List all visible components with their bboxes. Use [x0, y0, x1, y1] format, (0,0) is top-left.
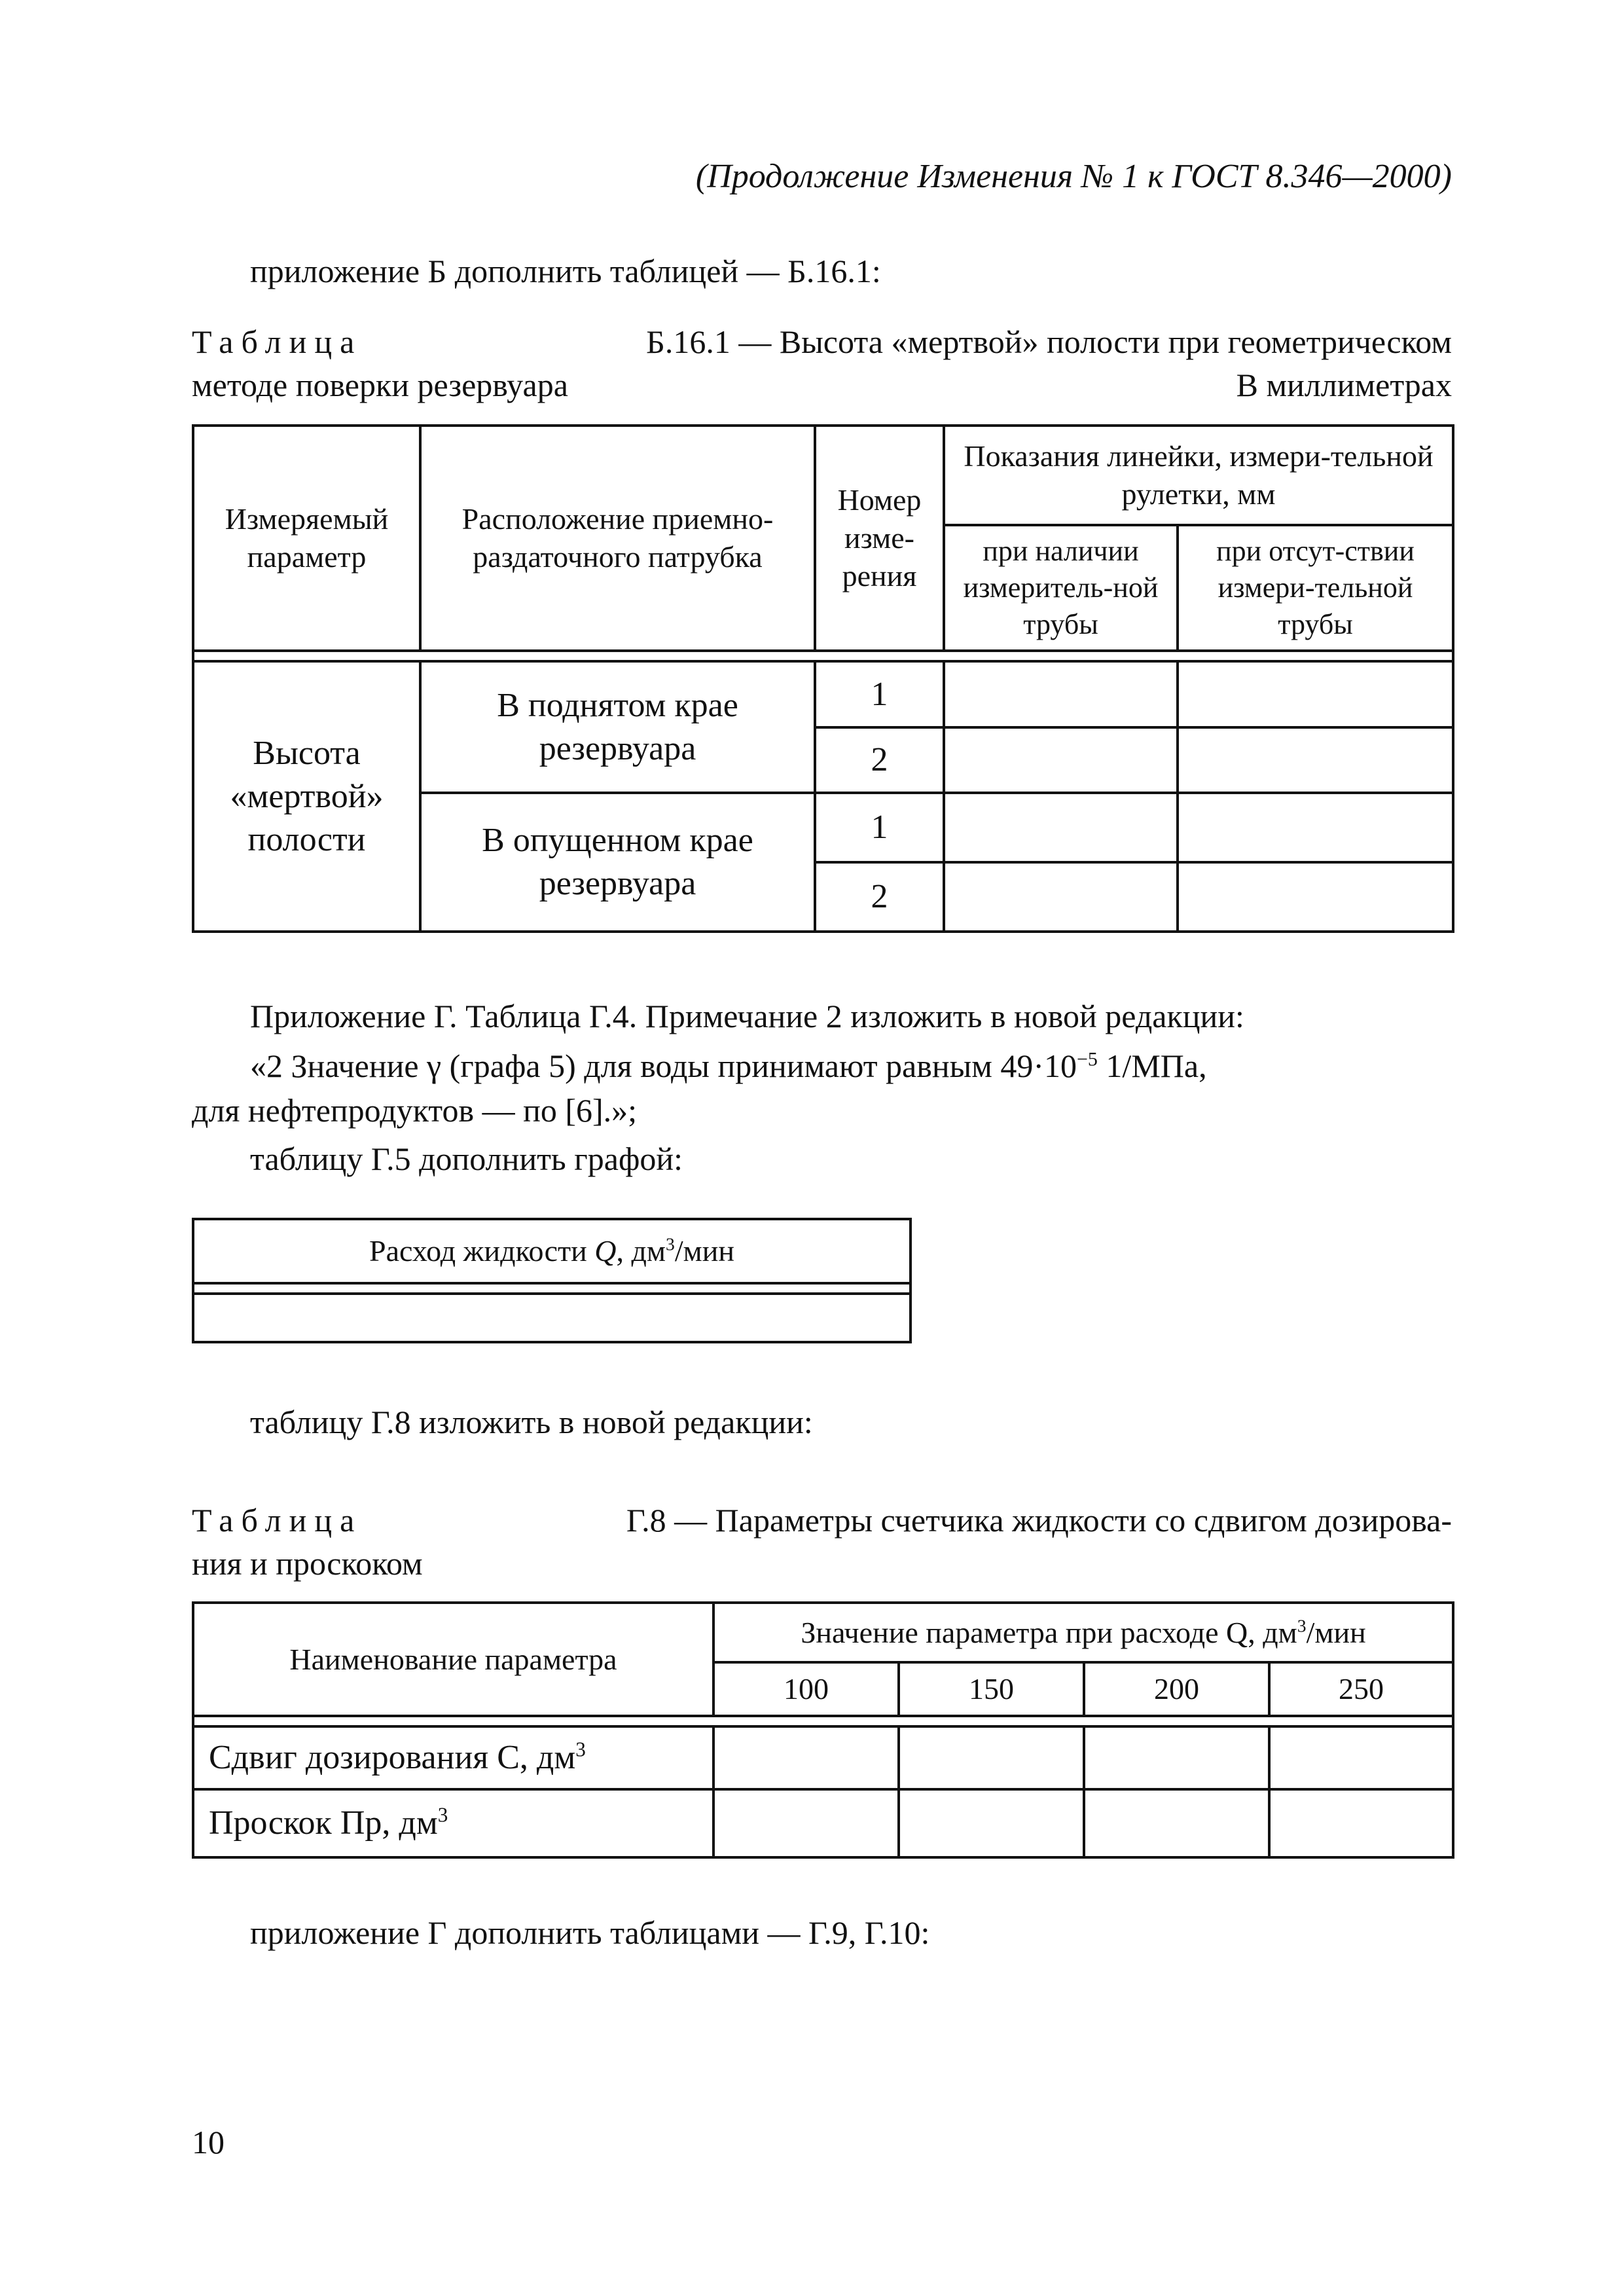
flow-rate-column: 150 [899, 1662, 1084, 1716]
table-b-caption-line1 [192, 321, 1452, 363]
gamma-exponent: −5 [1077, 1048, 1098, 1070]
row-dosing-shift [193, 1726, 713, 1789]
paragraph-table-g8: таблицу Г.8 изложить в новой редакции: [250, 1404, 813, 1440]
measurement-number: 1 [815, 661, 944, 727]
header-separator [193, 1283, 911, 1294]
reading-cell [1178, 661, 1453, 727]
value-header-text: Значение параметра при расходе Q, дм [801, 1615, 1297, 1649]
header-parameter-name: Наименование параметра [193, 1603, 713, 1716]
header-measurement-number: Номер изме-рения [815, 426, 944, 651]
paragraph-append-table-b: приложение Б дополнить таблицей — Б.16.1: [250, 253, 881, 289]
document-header: (Продолжение Изменения № 1 к ГОСТ 8.346—2000) [695, 158, 1452, 195]
location-lowered-edge: В опущенном крае резервуара [420, 793, 815, 932]
gamma-text-end: 1/МПа, [1097, 1048, 1207, 1084]
value-cell [1269, 1726, 1453, 1789]
table-b-caption-label: Таблица [192, 323, 363, 360]
reading-cell [944, 793, 1178, 862]
paragraph-petroleum: для нефтепродуктов — по [6].»; [192, 1092, 638, 1129]
row-overrun [193, 1789, 713, 1857]
header-with-tube: при наличии измеритель-ной трубы [944, 525, 1178, 651]
dosing-shift-exponent: 3 [575, 1738, 586, 1761]
table-b-caption-line2: методе поверки резервуара [192, 367, 568, 403]
header-readings: Показания линейки, измери-тельной рулетки, мм [944, 426, 1453, 525]
table-g8-caption-label: Таблица [192, 1502, 363, 1539]
table-g8 [192, 1601, 1454, 1859]
value-cell [899, 1726, 1084, 1789]
paragraph-appendix-g-note: Приложение Г. Таблица Г.4. Примечание 2 изложить в новой редакции: [250, 998, 1244, 1034]
header-without-tube: при отсут-ствии измери-тельной трубы [1178, 525, 1453, 651]
paragraph-append-tables-g: приложение Г дополнить таблицами — Г.9, Г.10: [250, 1914, 930, 1951]
flow-rate-column: 200 [1084, 1662, 1269, 1716]
value-header-exponent: 3 [1297, 1615, 1307, 1636]
flow-rate-column: 250 [1269, 1662, 1453, 1716]
measurement-number: 2 [815, 862, 944, 932]
reading-cell [1178, 793, 1453, 862]
header-separator [193, 1716, 1453, 1726]
value-cell [193, 1294, 911, 1342]
reading-cell [944, 862, 1178, 932]
gamma-text-start: «2 Значение γ (графа 5) для воды принимают равным 49·10 [250, 1048, 1077, 1084]
location-raised-edge: В поднятом крае резервуара [420, 661, 815, 793]
param-dead-space-height: Высота «мертвой» полости [193, 661, 420, 932]
table-g8-caption-line1 [192, 1499, 1452, 1541]
reading-cell [1178, 862, 1453, 932]
measurement-number: 1 [815, 793, 944, 862]
flow-rate-unit-end: /мин [674, 1234, 734, 1267]
reading-cell [1178, 727, 1453, 793]
value-cell [713, 1726, 899, 1789]
overrun-exponent: 3 [437, 1803, 448, 1827]
header-separator [193, 651, 1453, 661]
flow-rate-text: Расход жидкости [369, 1234, 595, 1267]
header-measured-parameter: Измеряемый параметр [193, 426, 420, 651]
header-flow-rate [193, 1219, 911, 1283]
table-g5-column [192, 1218, 912, 1343]
header-parameter-value [713, 1603, 1453, 1662]
flow-rate-var: Q [594, 1234, 617, 1267]
table-b-caption-text: Б.16.1 — Высота «мертвой» полости при геометрическом [646, 323, 1452, 360]
overrun-label: Проскок Пр, дм [209, 1804, 438, 1842]
value-cell [899, 1789, 1084, 1857]
reading-cell [944, 661, 1178, 727]
value-cell [713, 1789, 899, 1857]
dosing-shift-label: Сдвиг дозирования С, дм [209, 1739, 576, 1776]
flow-rate-exponent: 3 [666, 1233, 675, 1254]
value-cell [1084, 1789, 1269, 1857]
table-g8-caption-text: Г.8 — Параметры счетчика жидкости со сдвигом дозирова- [626, 1502, 1452, 1539]
value-header-unit: /мин [1306, 1615, 1366, 1649]
reading-cell [944, 727, 1178, 793]
flow-rate-unit: , дм [616, 1234, 666, 1267]
table-b-units: В миллиметрах [1236, 367, 1452, 403]
page-number: 10 [192, 2124, 225, 2160]
value-cell [1084, 1726, 1269, 1789]
measurement-number: 2 [815, 727, 944, 793]
flow-rate-column: 100 [713, 1662, 899, 1716]
value-cell [1269, 1789, 1453, 1857]
paragraph-table-g5: таблицу Г.5 дополнить графой: [250, 1140, 683, 1177]
table-b-16-1 [192, 424, 1454, 933]
header-pipe-location: Расположение приемно-раздаточного патрубка [420, 426, 815, 651]
table-g8-caption-line2: ния и проскоком [192, 1545, 423, 1582]
paragraph-gamma-value [250, 1045, 1452, 1087]
